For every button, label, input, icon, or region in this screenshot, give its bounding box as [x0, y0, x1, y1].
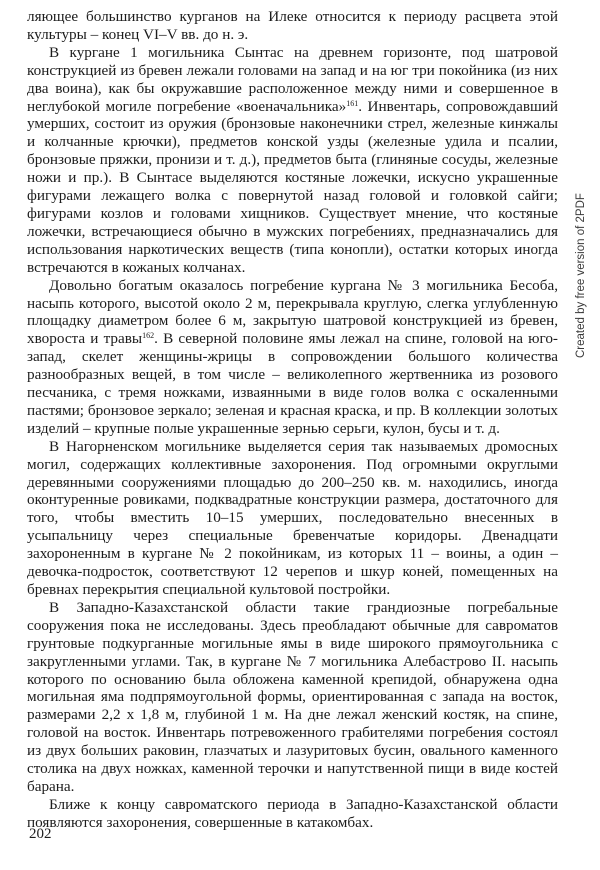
paragraph-text-after: . Инвентарь, сопровождавший умерших, состоит из оружия (бронзовые наконечники стрел, железные кинжалы и колчанные крючки), предметов конской узды (железные удила и псалии, бронзовые пряжки, пронизи и т. д.), предметов быта (глиняные сосуды, железные ножи и пр.). В Сынтасе выделяются костяные ложечки, искусно украшенные фигурами лежащего волка с повернутой назад головой и головкой сайги; фигурами козлов и головами хищников. Существует мнение, что костяные ложечки, встречающиеся обычно в мужских погребениях, предназначались для использования наркотических веществ (типа конопли), остатки которых иногда встречаются в кожаных колчанах.	[27, 97, 558, 276]
paragraph-text: В Западно-Казахстанской области такие грандиозные погребальные сооружения пока не исследованы. Здесь преобладают обычные для савроматов грунтовые подкурганные могильные ямы в виде широкого прямоугольника с закругленными углами. Так, в кургане № 7 могильника Алебастрово II. насыпь которого по основанию была обложена каменной крепидой, обнаружена одна могильная яма подпрямоугольной формы, ориентированная с запада на восток, размерами 2,2 х 1,8 м, глубиной 1 м. На дне лежал женский костяк, на спине, головой на восток. Инвентарь потревоженного грабителями погребения состоял из двух больших раковин, глазчатых и лазуритовых бусин, овального каменного столика на двух ножках, каменной терочки и напутственной пищи в виде костей барана.	[27, 598, 558, 795]
footnote-ref: 162	[142, 331, 155, 341]
paragraph-text: ляющее большинство курганов на Илеке относится к периоду расцвета этой культуры – конец VI–V вв. до н. э.	[27, 8, 558, 43]
paragraph-text: Довольно богатым оказалось погребение кургана № 3 могильника Бесоба, насыпь которого, высотой около 2 м, перекрывала круглую, слегка углубленную площадку диаметром более 6 м, закрытую шатровой конструкцией из бревен, хвороста и травы	[27, 276, 558, 348]
paragraph-nagornoe	[27, 438, 558, 599]
paragraph-text-after: . В северной половине ямы лежал на спине, головой на юго-запад, скелет женщины-жрицы в сопровождении большого количества разнообразных вещей, в том числе – великолепного жертвенника из розового песчаника, с тремя ножками, изваянными в виде голов волка с оскаленными пастями; бронзовое зеркало; зеленая и красная краска, и пр. В коллекции золотых изделий – крупные полые украшенные зернью серьги, кулон, бусы и т. д.	[27, 330, 558, 437]
paragraph-west-kazakhstan	[27, 599, 558, 796]
paragraph-catacombs	[27, 796, 558, 832]
paragraph-text: Ближе к концу савроматского периода в Западно-Казахстанской области появляются захоронения, совершенные в катакомбах.	[27, 795, 558, 831]
paragraph-text: В кургане 1 могильника Сынтас на древнем горизонте, под шатровой конструкцией из бревен лежали головами на запад и на юг три покойника (из них два воина), как бы окружавшие расположенное между ними и совершенное в неглубокой могиле погребение «военачальника»	[27, 43, 558, 115]
watermark	[571, 158, 593, 358]
paragraph-text: В Нагорненском могильнике выделяется серия так называемых дромосных могил, содержащих коллективные захоронения. Под огромными округлыми деревянными сооружениями площадью до 200–250 кв. м. находились, иногда оконтуренные ровиками, подквадратные конструкции размера, достаточного для того, чтобы вместить 10–15 умерших, последовательно внесенных в усыпальницу через специальные бревенчатые коридоры. Двенадцати захороненным в кургане № 2 покойникам, из которых 11 – воины, а один – девочка-подросток, соответствуют 12 черепов и шкур коней, помещенных на бревнах перекрытия специальной культовой постройки.	[27, 437, 558, 598]
paragraph-syntas	[27, 44, 558, 277]
page-body	[27, 8, 558, 832]
paragraph-continuation	[27, 8, 558, 44]
paragraph-besoba	[27, 277, 558, 438]
watermark-text: Created by free version of 2PDF	[575, 193, 587, 358]
page-number: 202	[29, 826, 52, 842]
footnote-ref: 161	[346, 98, 359, 108]
